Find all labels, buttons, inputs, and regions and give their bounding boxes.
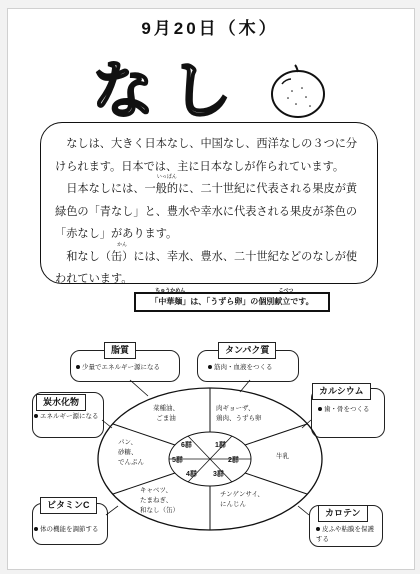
group-carb-desc: エネルギー源になる	[34, 412, 99, 422]
foods-group-2: 牛乳	[276, 453, 289, 460]
group-calcium-desc: 歯・骨をつくる	[318, 405, 370, 415]
ruby-kan: 缶 かん	[110, 241, 128, 263]
foods-group-1: 肉ギョーザ、 鶏肉、うずら卵	[216, 405, 262, 422]
group-vitamin-label: ビタミンC	[40, 497, 97, 514]
group-num-4: 4群	[186, 471, 197, 478]
ruby-ippanteki: 一般的 いっぱん	[144, 174, 179, 195]
group-carotene-desc: 皮ふや粘膜を保護する	[316, 526, 374, 543]
group-num-6: 6群	[181, 442, 192, 449]
group-num-3: 3群	[213, 471, 224, 478]
foods-group-3: チンゲンサイ、 にんじん	[220, 491, 264, 508]
paragraph-japanese-pears: 日本なしには、一般的 いっぱん に、二十世紀に代表される果皮が黄緑色の「青なし」と、豊水や幸水に代表される果皮が茶色の「赤なし」があります。	[55, 174, 358, 240]
foods-group-5: パン、 砂糖、 でんぷん	[118, 439, 144, 466]
group-calcium-label: カルシウム	[312, 383, 371, 400]
menu-note: 「中華麺 ちゅうかめん 」は、「うずら卵」の個別献立です。 こべつ	[134, 292, 330, 312]
foods-group-6: 菜種油、 ごま油	[153, 405, 179, 422]
group-protein-desc: 筋肉・血液をつくる	[208, 363, 273, 373]
group-num-5: 5群	[172, 457, 183, 464]
paragraph-varieties: なしは、大きく日本なし、中国なし、西洋なしの３つに分けられます。日本では、主に日本なしが作られています。	[55, 138, 358, 173]
group-carb-label: 炭水化物	[36, 394, 86, 411]
group-num-2: 2群	[228, 457, 239, 464]
paragraph-canned-pears: 和なし（缶 かん ）には、幸水、豊水、二十世紀などのなしが使われています。	[55, 241, 358, 285]
group-fat-label: 脂質	[104, 342, 136, 359]
page-title: なし	[92, 54, 249, 127]
group-protein-label: タンパク質	[218, 342, 276, 359]
group-carotene-label: カロテン	[318, 505, 368, 522]
foods-group-4: キャベツ、 たまねぎ、 和なし（缶）	[140, 487, 179, 514]
date-heading: 9月20日（木）	[141, 19, 279, 38]
group-fat-desc: 少量でエネルギー源になる	[76, 363, 160, 373]
group-vitamin-desc: 体の機能を調節する	[34, 525, 99, 535]
group-num-1: 1群	[215, 442, 226, 449]
